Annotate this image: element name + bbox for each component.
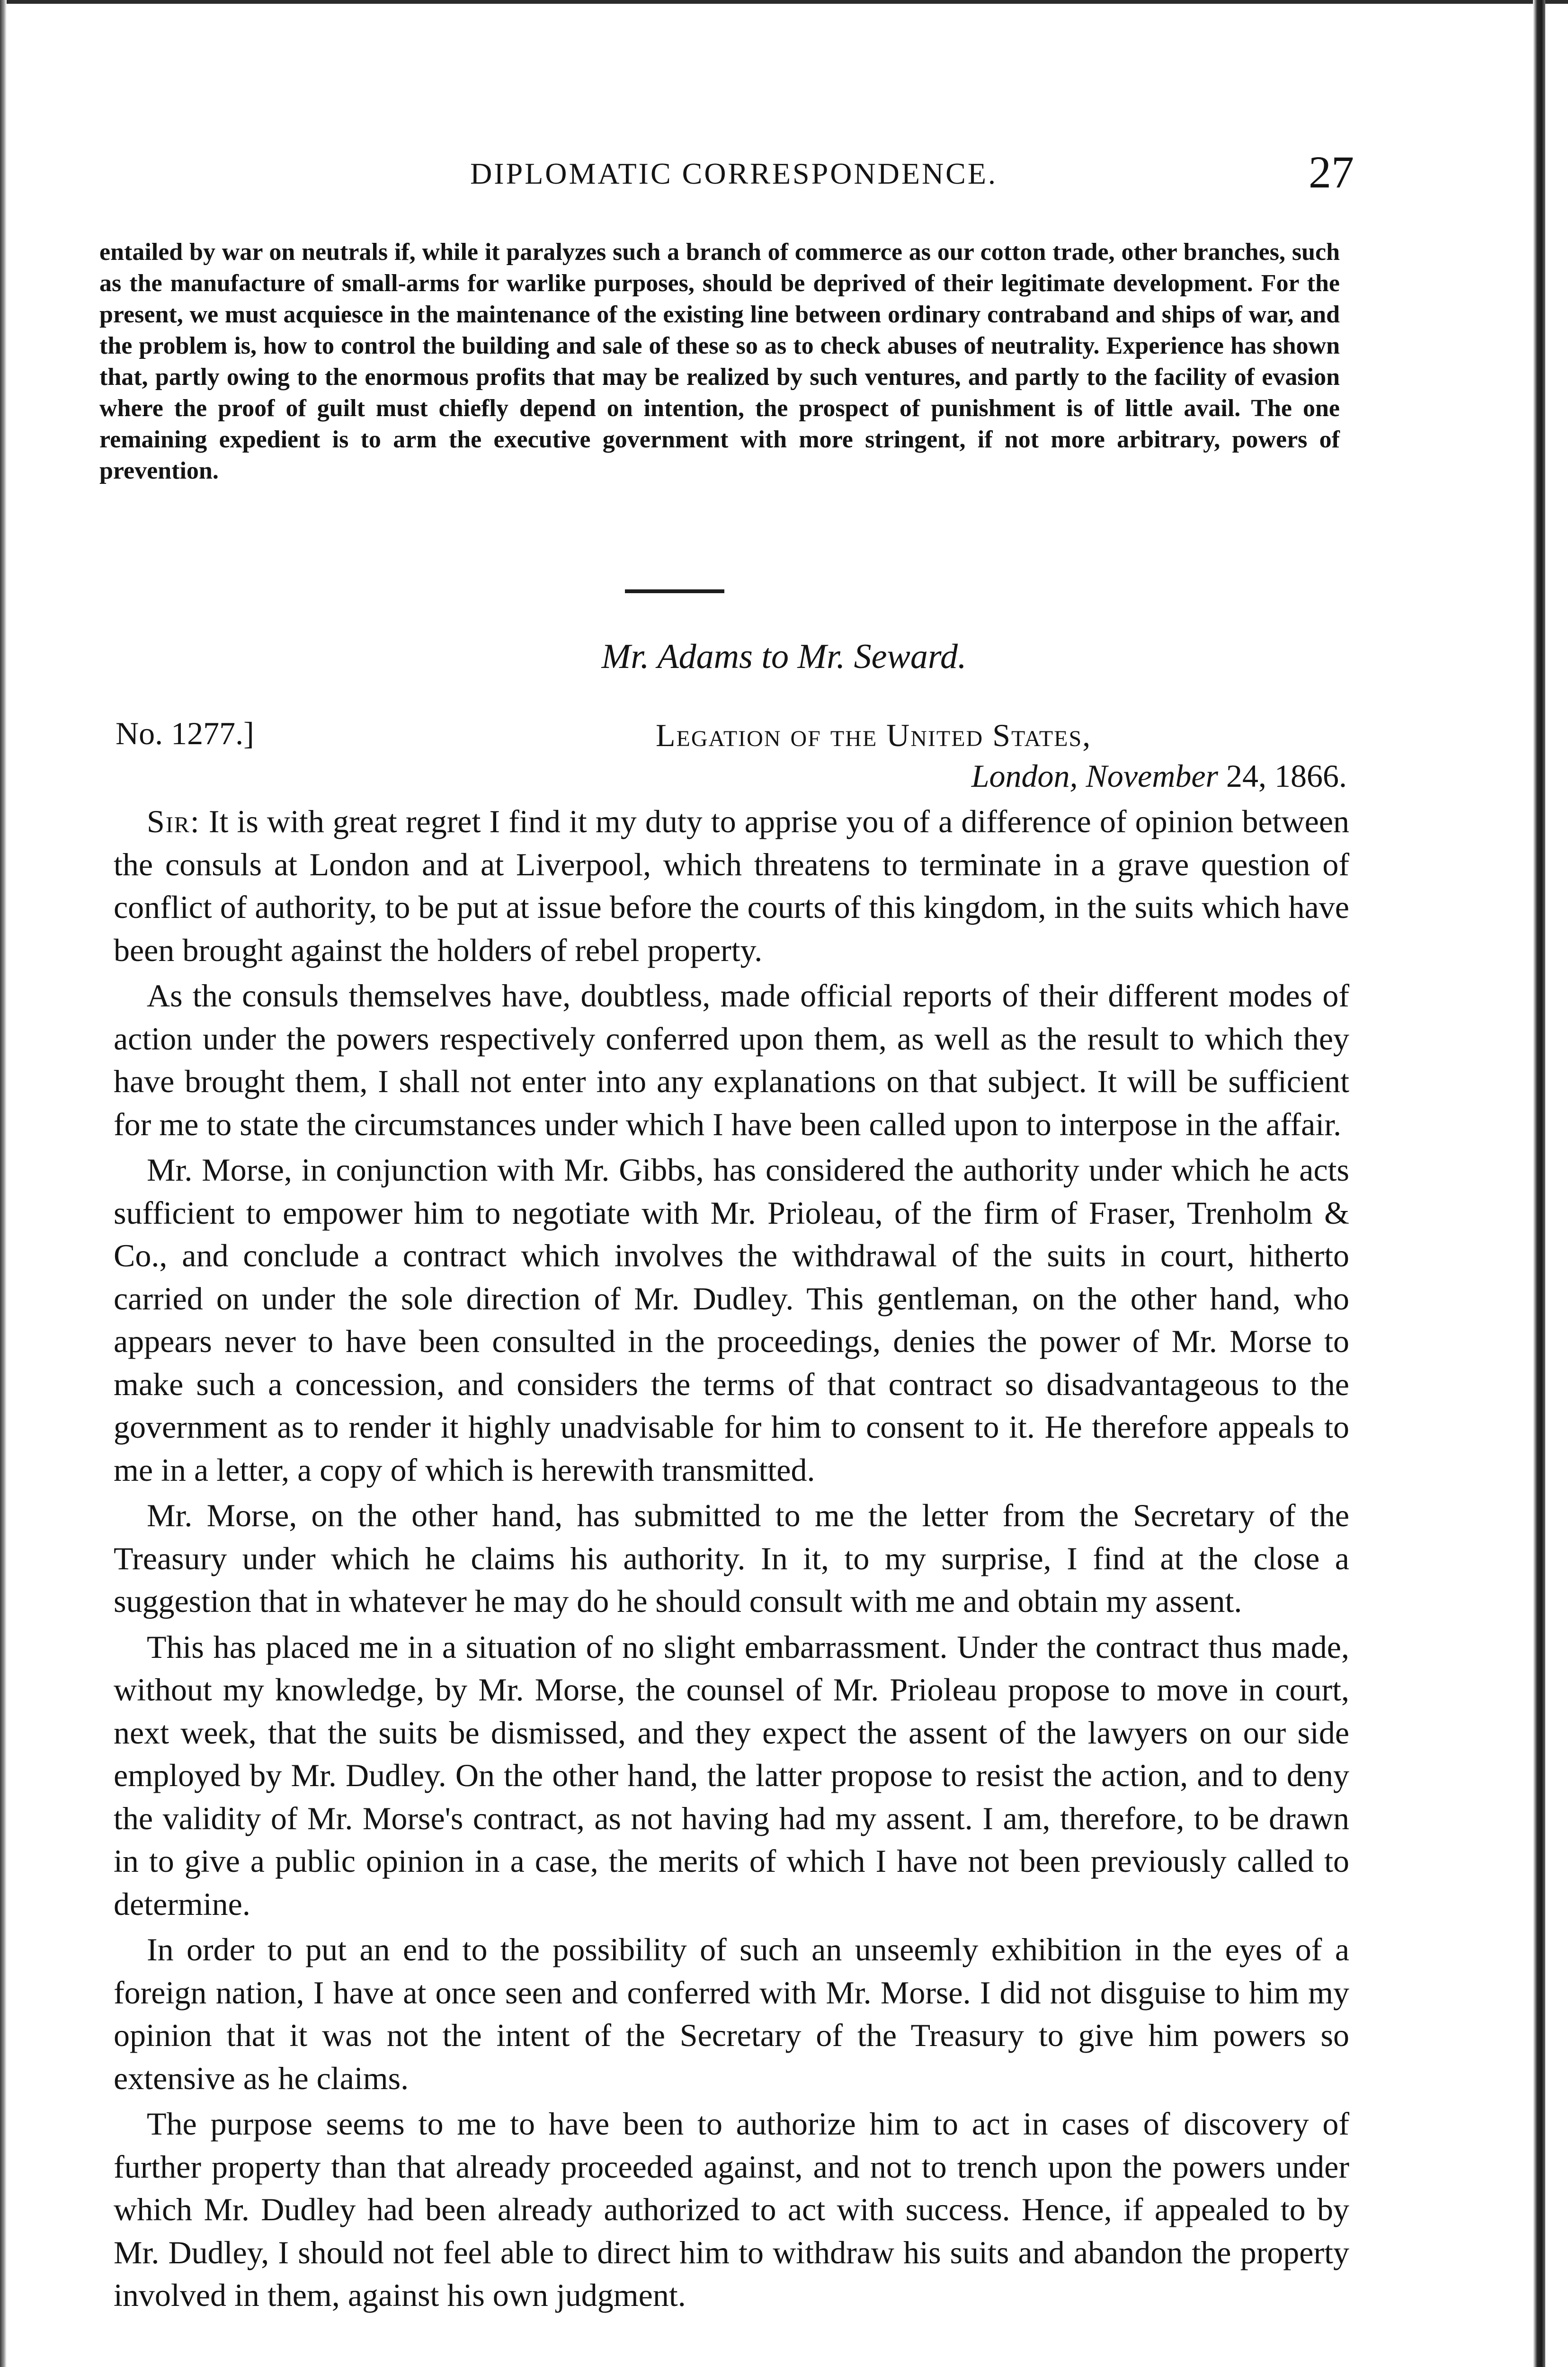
letter-heading: Mr. Adams to Mr. Seward. <box>601 637 967 676</box>
body-paragraph-4: Mr. Morse, on the other hand, has submitted to me the letter from the Secretary of the Treasury under which he claims his authority. In it, to my surprise, I find at the close a suggestion that in whatever he may do he should consult with me and obtain my assent. <box>114 1497 1349 1619</box>
legation-block <box>656 715 1347 796</box>
body-paragraph-3: Mr. Morse, in conjunction with Mr. Gibbs, has considered the authority under which he acts sufficient to empower him to negotiate with Mr. Prioleau, of the firm of Fraser, Trenholm & Co., and conclude a contract which involves the withdrawal of the suits in court, hitherto carried on under the sole direction of Mr. Dudley. This gentleman, on the other hand, who appears never to have been consulted in the proceedings, denies the power of Mr. Morse to make such a concession, and considers the terms of that contract so disadvantageous to the government as to render it highly unadvisable for him to consent to it. He therefore appeals to me in a letter, a copy of which is herewith transmitted. <box>114 1152 1349 1488</box>
continuation-paragraph: entailed by war on neutrals if, while it paralyzes such a branch of commerce as our cotton trade, other branches, such as the manufacture of small-arms for warlike purposes, should be deprived of their legitimate development. For the present, we must acquiesce in the maintenance of the existing line between ordinary contraband and ships of war, and the problem is, how to control the building and sale of these so as to check abuses of neutrality. Experience has shown that, partly owing to the enormous profits that may be realized by such ventures, and partly to the facility of evasion where the proof of guilt must chiefly depend on intention, the prospect of punishment is of little avail. The one remaining expedient is to arm the executive government with more stringent, if not more arbitrary, powers of prevention. <box>99 239 1340 484</box>
running-head: DIPLOMATIC CORRESPONDENCE. <box>470 157 998 190</box>
legation-line: Legation of the United States, <box>656 717 1092 753</box>
letter-body <box>114 800 1349 2320</box>
page-number: 27 <box>1309 147 1354 197</box>
body-paragraph-2: As the consuls themselves have, doubtless, made official reports of their different modes of action under the powers respectively conferred upon them, as well as the result to which they have brought them, I shall not enter into any explanations on that subject. It will be sufficient for me to state the circumstances under which I have been called upon to interpose in the affair. <box>114 978 1349 1142</box>
body-paragraph-7: The purpose seems to me to have been to authorize him to act in cases of discovery of further property than that already proceeded against, and not to trench upon the powers under which Mr. Dudley had been already authorized to act with success. Hence, if appealed to by Mr. Dudley, I should not feel able to direct him to withdraw his suits and abandon the property involved in them, against his own judgment. <box>114 2106 1349 2313</box>
body-paragraph-6: In order to put an end to the possibility of such an unseemly exhibition in the eyes of a foreign nation, I have at once seen and conferred with Mr. Morse. I did not disguise to him my opinion that it was not the intent of the Secretary of the Treasury to give him powers so extensive as he claims. <box>114 1931 1349 2096</box>
place-date: London, November <box>971 758 1218 794</box>
section-divider <box>625 589 724 593</box>
scan-edge-top <box>0 0 1568 4</box>
page-header <box>114 147 1354 208</box>
salutation: Sir: <box>147 803 200 839</box>
place-date-line <box>656 756 1347 796</box>
body-paragraph-1 <box>114 800 1349 971</box>
scan-edge-right <box>1533 0 1545 2367</box>
body-paragraph-5: This has placed me in a situation of no slight embarrassment. Under the contract thus made, without my knowledge, by Mr. Morse, the counsel of Mr. Prioleau propose to move in court, next week, that the suits be dismissed, and they expect the assent of the lawyers on our side employed by Mr. Dudley. On the other hand, the latter propose to resist the action, and to deny the validity of Mr. Morse's contract, as not having had my assent. I am, therefore, to be drawn in to give a public opinion in a case, the merits of which I have not been previously called to determine. <box>114 1628 1349 1922</box>
date-number: 24, 1866. <box>1226 758 1347 794</box>
continuation-block <box>99 237 1340 487</box>
document-number: No. 1277.] <box>116 715 254 751</box>
scan-edge-left <box>0 0 7 2367</box>
paragraph-text-1: It is with great regret I find it my duty to apprise you of a difference of opinion between the consuls at London and at Liverpool, which threatens to terminate in a grave question of conflict of authority, to be put at issue before the courts of this kingdom, in the suits which have been brought against the holders of rebel property. <box>114 803 1349 968</box>
